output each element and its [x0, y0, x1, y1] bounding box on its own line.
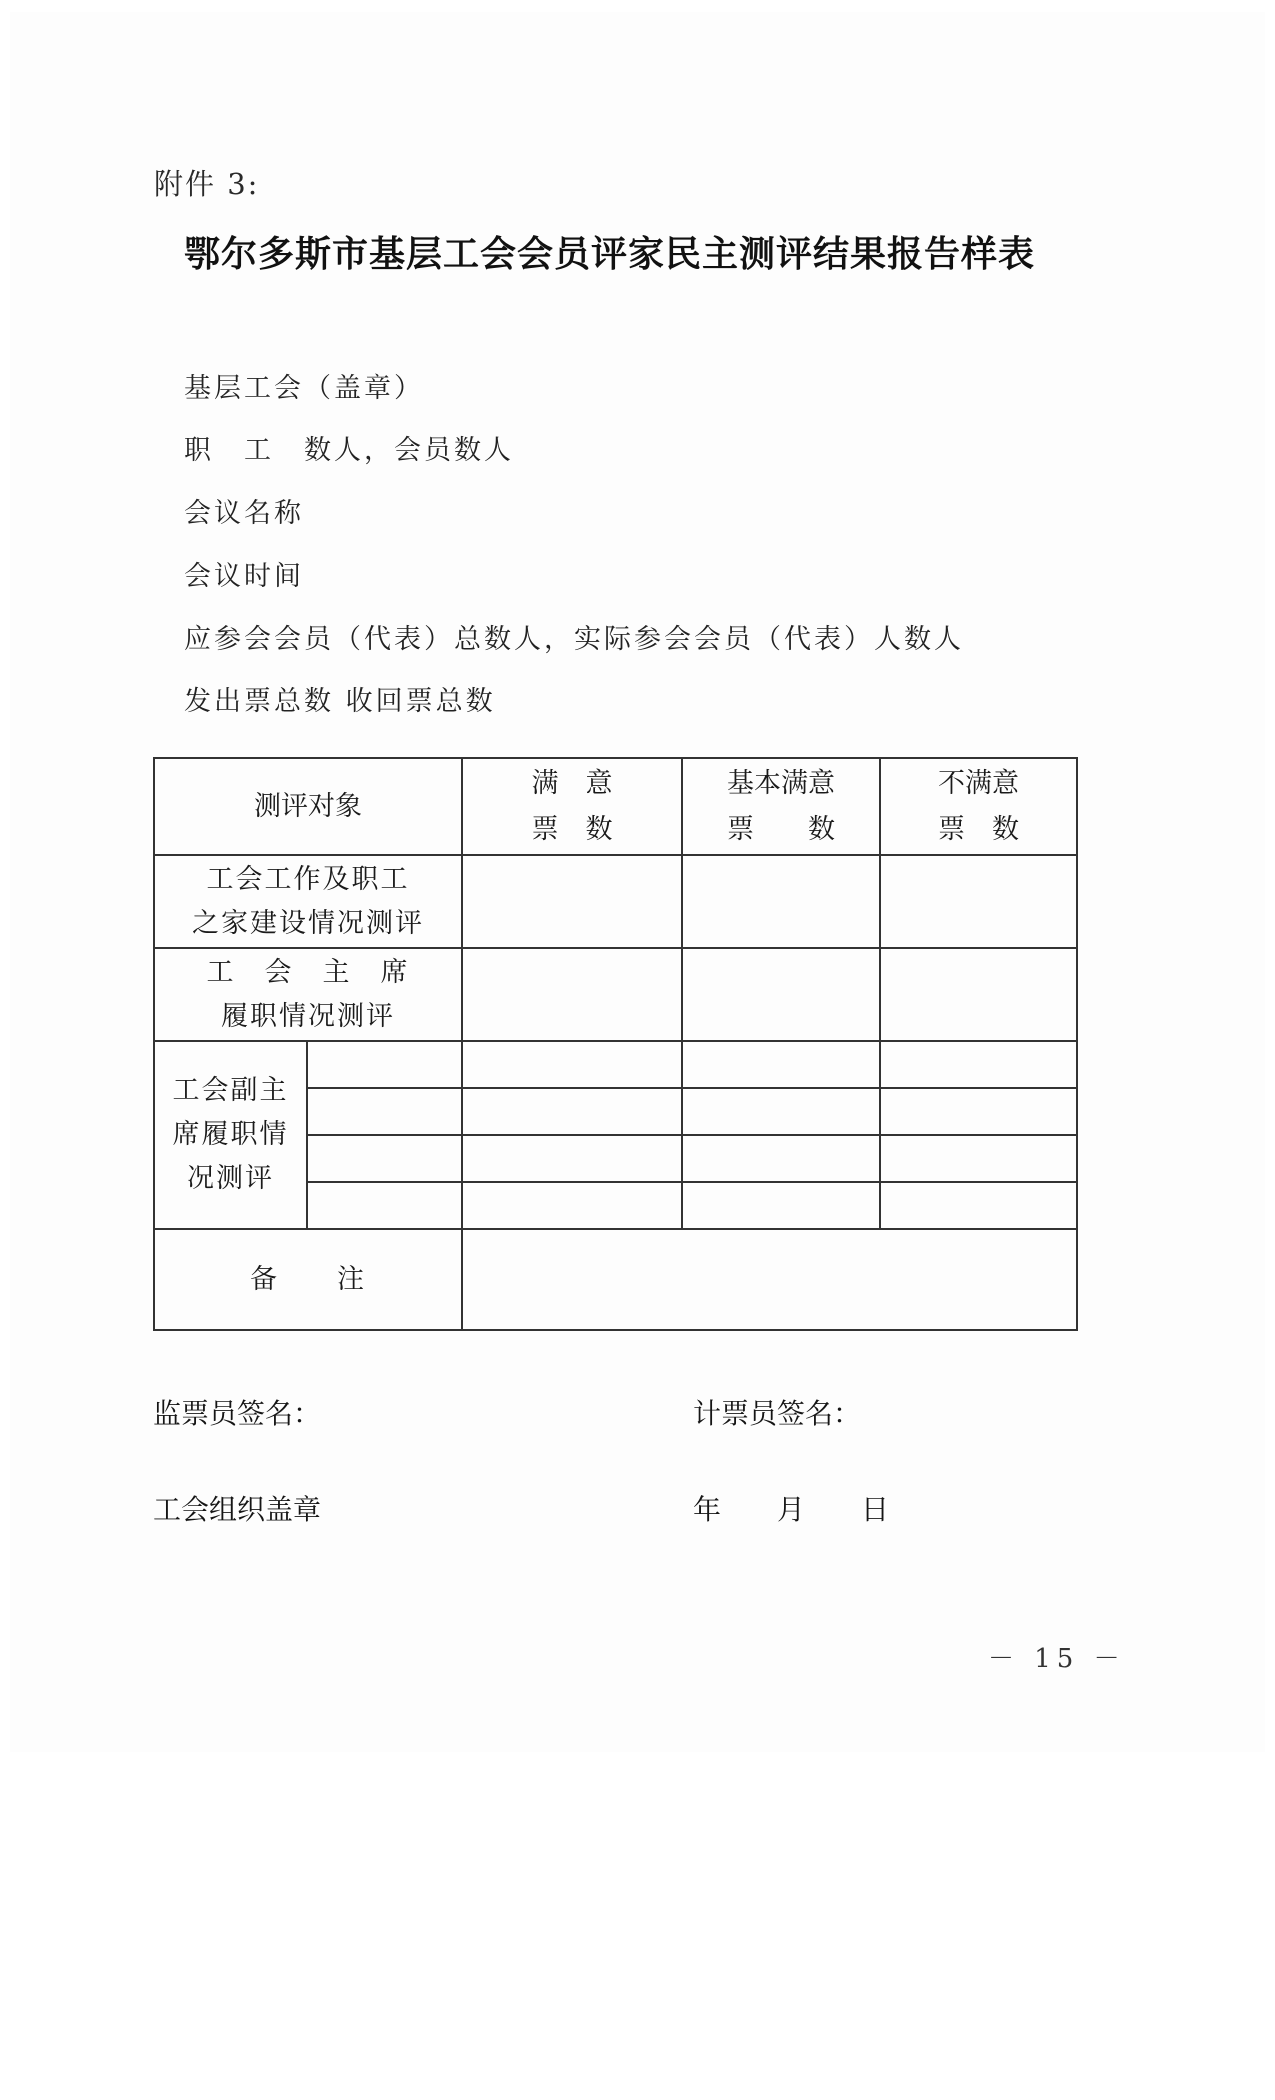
vice-chairman-basic-cell [682, 1088, 880, 1135]
monitor-signature-label: 监票员签名： [153, 1397, 322, 1430]
header-subject: 测评对象 [154, 758, 462, 855]
union-seal-field: 基层工会（盖章） [184, 373, 424, 404]
attendance-field: 应参会会员（代表）总数人，实际参会会员（代表）人数人 [184, 624, 964, 655]
row-label-chairman [154, 948, 462, 1041]
table-row [154, 855, 1077, 948]
union-work-basic-cell [682, 855, 880, 948]
table-row [154, 948, 1077, 1041]
vice-chairman-basic-cell [682, 1182, 880, 1229]
vice-chairman-satisfied-cell [462, 1088, 682, 1135]
union-seal-label: 工会组织盖章 [153, 1493, 322, 1526]
header-unsatisfied-line2: 票 数 [938, 813, 1019, 845]
row-label-remarks: 备 注 [154, 1229, 462, 1330]
union-work-unsatisfied-cell [880, 855, 1077, 948]
attachment-label: 附件 3: [154, 167, 260, 201]
vice-chairman-line3: 况测评 [187, 1163, 274, 1194]
union-work-satisfied-cell [462, 855, 682, 948]
vice-chairman-basic-cell [682, 1135, 880, 1182]
header-unsatisfied [880, 758, 1077, 855]
header-basic-line2: 票 数 [727, 813, 835, 845]
vice-chairman-satisfied-cell [462, 1182, 682, 1229]
meeting-name-field: 会议名称 [184, 498, 304, 529]
chairman-unsatisfied-cell [880, 948, 1077, 1041]
vice-chairman-basic-cell [682, 1041, 880, 1088]
table-row [154, 1229, 1077, 1330]
row-label-union-work [154, 855, 462, 948]
header-basic-line1: 基本满意 [727, 767, 835, 799]
vice-chairman-satisfied-cell [462, 1041, 682, 1088]
staff-count-field: 职 工 数人，会员数人 [184, 435, 514, 466]
counter-signature-label: 计票员签名： [693, 1397, 862, 1430]
vice-chairman-unsatisfied-cell [880, 1041, 1077, 1088]
header-basic-satisfied [682, 758, 880, 855]
vice-chairman-name-cell [307, 1041, 462, 1088]
chairman-satisfied-cell [462, 948, 682, 1041]
meeting-time-field: 会议时间 [184, 561, 304, 592]
page-number: － 15 － [988, 1644, 1126, 1674]
chairman-basic-cell [682, 948, 880, 1041]
evaluation-table [153, 757, 1078, 1331]
vice-chairman-unsatisfied-cell [880, 1135, 1077, 1182]
header-satisfied-line1: 满 意 [531, 767, 613, 799]
vice-chairman-line2: 席履职情 [172, 1119, 289, 1150]
vice-chairman-unsatisfied-cell [880, 1182, 1077, 1229]
row-label-vice-chairman [154, 1041, 307, 1229]
vice-chairman-satisfied-cell [462, 1135, 682, 1182]
header-satisfied [462, 758, 682, 855]
remarks-cell [462, 1229, 1077, 1330]
vice-chairman-name-cell [307, 1182, 462, 1229]
vice-chairman-name-cell [307, 1135, 462, 1182]
header-unsatisfied-line1: 不满意 [938, 767, 1019, 799]
union-work-line1: 工会工作及职工 [206, 863, 410, 895]
table-header-row [154, 758, 1077, 855]
chairman-line2: 履职情况测评 [221, 1000, 395, 1032]
vice-chairman-name-cell [307, 1088, 462, 1135]
date-label: 年 月 日 [693, 1493, 890, 1526]
document-title: 鄂尔多斯市基层工会会员评家民主测评结果报告样表 [184, 233, 1036, 275]
union-work-line2: 之家建设情况测评 [192, 907, 424, 939]
chairman-line1: 工 会 主 席 [206, 956, 410, 988]
ballot-count-field: 发出票总数 收回票总数 [184, 686, 496, 717]
header-satisfied-line2: 票 数 [531, 813, 613, 845]
vice-chairman-unsatisfied-cell [880, 1088, 1077, 1135]
table-row [154, 1041, 1077, 1088]
vice-chairman-line1: 工会副主 [172, 1075, 289, 1106]
